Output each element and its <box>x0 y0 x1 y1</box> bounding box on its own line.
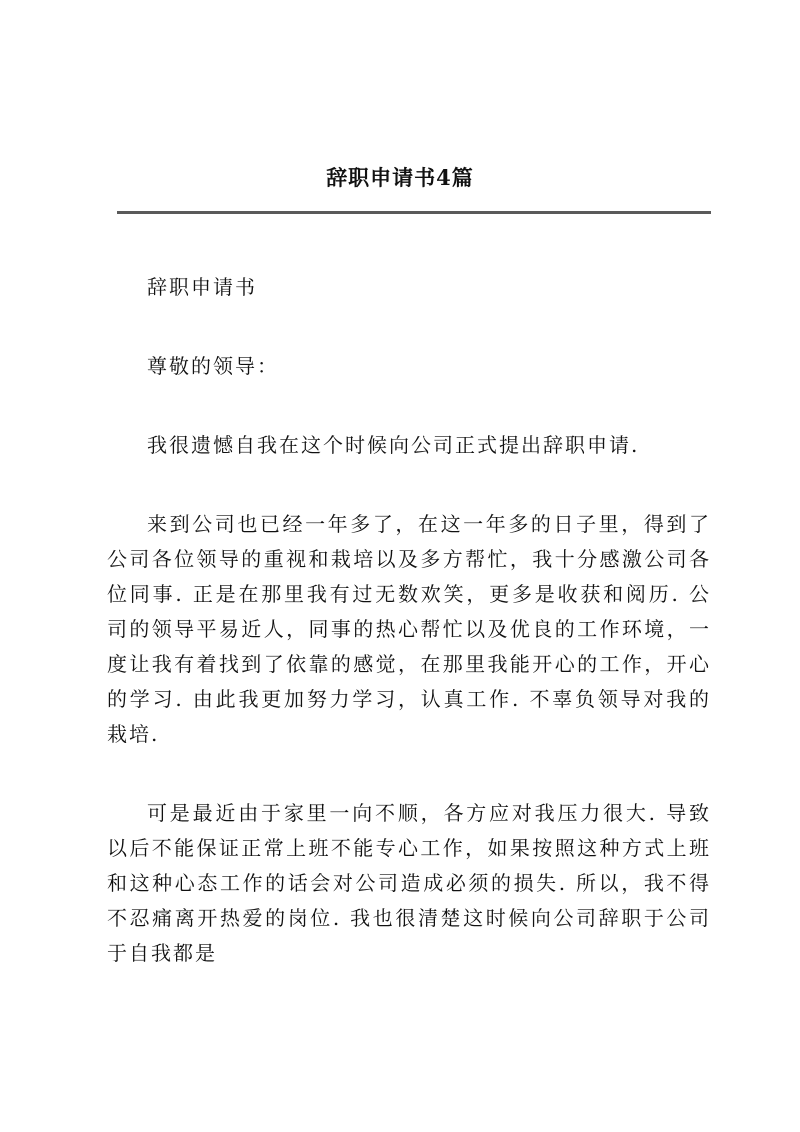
salutation: 尊敬的领导： <box>147 354 279 378</box>
title-divider <box>117 211 711 214</box>
body-paragraph: 可是最近由于家里一向不顺，各方应对我压力很大. 导致以后不能保证正常上班不能专心工作，如果按照这种方式上班和这种心态工作的话会对公司造成必须的损失. 所以，我不得不忍痛离开热爱的岗位. 我也很清楚这时候向公司辞职于公司于自我都是 <box>107 801 711 965</box>
body-paragraph: 来到公司也已经一年多了，在这一年多的日子里，得到了公司各位领导的重视和栽培以及多方帮忙，我十分感激公司各位同事. 正是在那里我有过无数欢笑，更多是收获和阅历. 公司的领导平易近人，同事的热心帮忙以及优良的工作环境，一度让我有着找到了依靠的感觉，在那里我能开心的工作，开心的学习. 由此我更加努力学习，认真工作. 不辜负领导对我的栽培. <box>107 512 711 746</box>
document-title: 辞职申请书4篇 <box>326 165 474 190</box>
salutation-heading: 辞职申请书 <box>147 275 257 299</box>
document-body <box>107 270 711 1015</box>
body-paragraph: 我很遗憾自我在这个时候向公司正式提出辞职申请. <box>147 433 640 457</box>
